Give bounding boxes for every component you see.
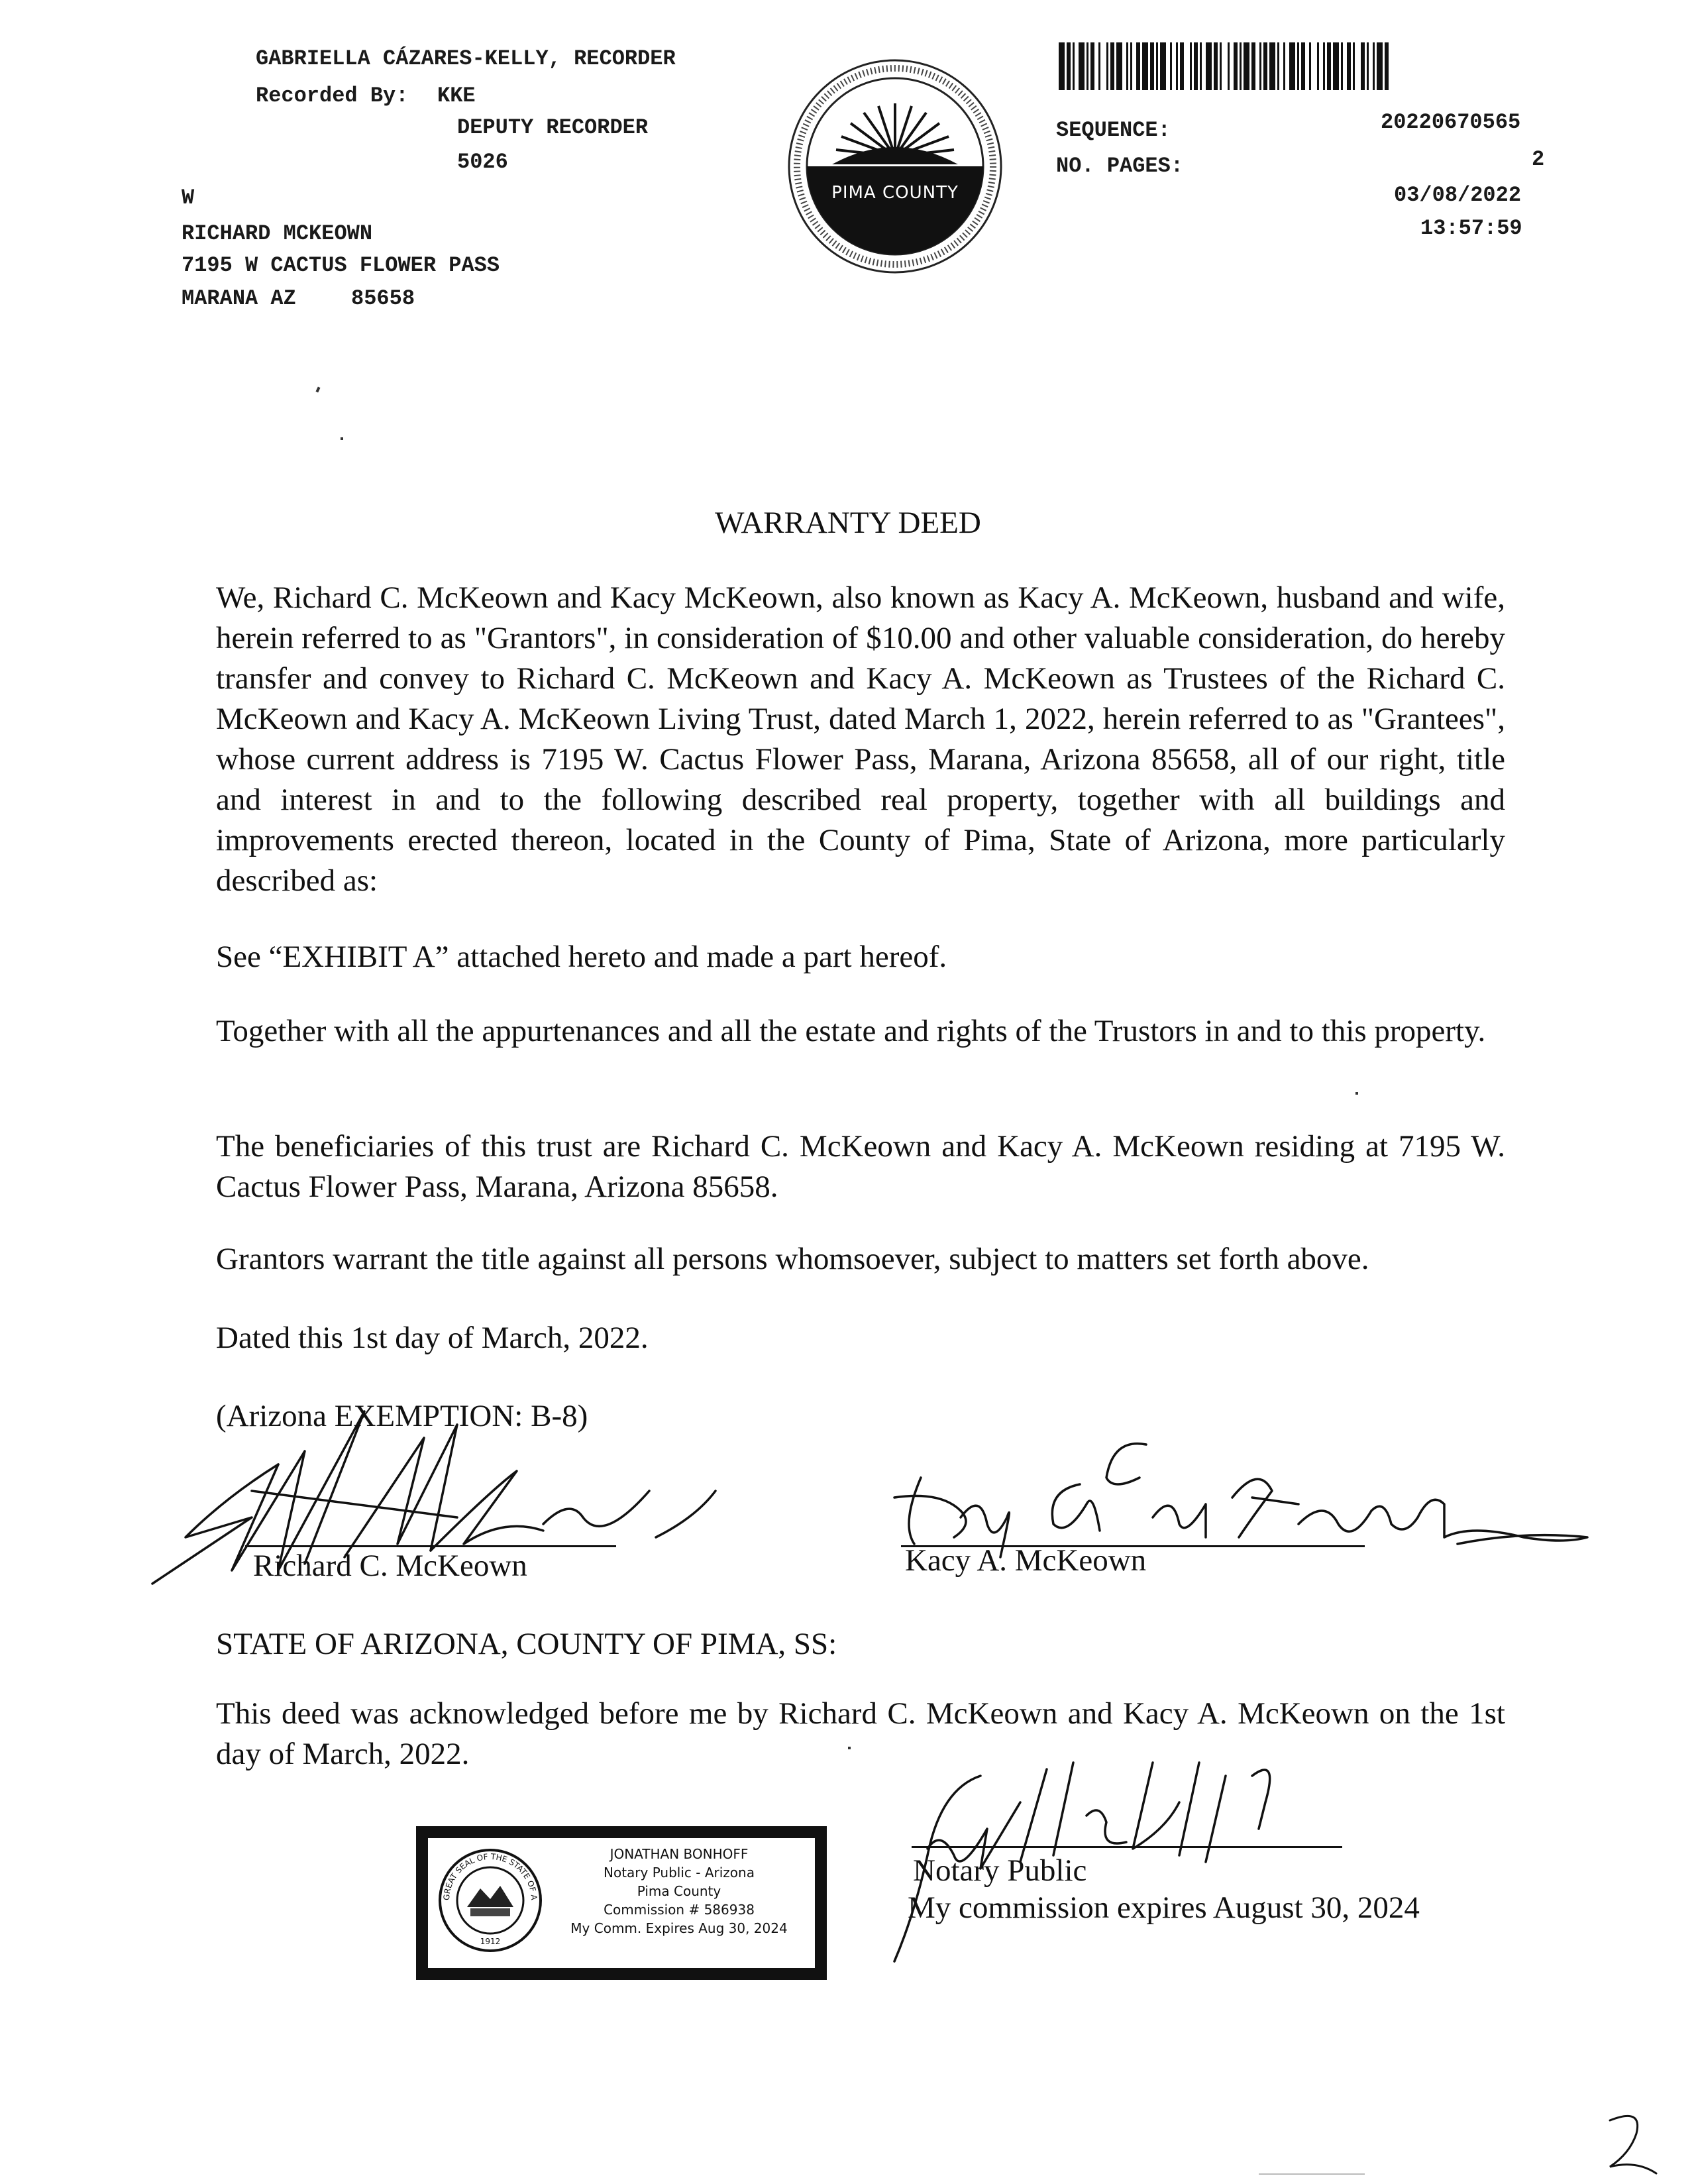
seal-label: PIMA COUNTY <box>831 183 959 203</box>
barcode-bar <box>1106 42 1108 90</box>
stamp-name: JONATHAN BONHOFF <box>610 1846 749 1862</box>
barcode-bar <box>1156 42 1158 90</box>
barcode-bar <box>1289 42 1295 90</box>
barcode-bar <box>1377 42 1383 90</box>
return-street: 7195 W CACTUS FLOWER PASS <box>182 253 500 278</box>
barcode-bar <box>1086 42 1088 90</box>
scan-mark <box>341 437 343 440</box>
deputy-number: 5026 <box>457 150 508 174</box>
notary-stamp-text <box>547 1845 811 1938</box>
barcode-bar <box>1323 42 1325 90</box>
notary-stamp-inner <box>425 1835 818 1971</box>
signature-kacy <box>861 1425 1590 1557</box>
barcode-bar <box>1341 42 1343 90</box>
recorded-by-value: KKE <box>437 83 476 108</box>
acknowledgment-paragraph: This deed was acknowledged before me by Richard C. McKeown and Kacy A. McKeown on the 1st day of March, 2022. <box>216 1696 1505 1771</box>
stamp-line-3: Pima County <box>637 1883 721 1899</box>
scan-mark-bottom <box>1259 2173 1365 2175</box>
barcode-bar <box>1194 42 1198 90</box>
notary-stamp <box>416 1826 827 1980</box>
arizona-seal-graphic <box>434 1840 543 1953</box>
barcode-bar <box>1110 42 1114 90</box>
state-county-line: STATE OF ARIZONA, COUNTY OF PIMA, SS: <box>216 1627 837 1661</box>
seal-year: 1912 <box>480 1937 501 1946</box>
signer-1-name: Richard C. McKeown <box>253 1549 527 1583</box>
recording-time: 13:57:59 <box>1420 216 1522 241</box>
barcode-bar <box>1150 42 1154 90</box>
barcode-bar <box>1269 42 1275 90</box>
barcode-bar <box>1259 42 1261 90</box>
barcode-bar <box>1353 42 1355 90</box>
signer-2-name: Kacy A. McKeown <box>905 1543 1147 1578</box>
deed-paragraph-5: Grantors warrant the title against all persons whomsoever, subject to matters set forth above. <box>216 1242 1369 1276</box>
pages-label: NO. PAGES: <box>1056 154 1184 178</box>
commission-expires: My commission expires August 30, 2024 <box>908 1890 1420 1925</box>
barcode-bar <box>1373 42 1375 90</box>
barcode-bar <box>1385 42 1389 90</box>
pima-county-seal <box>786 57 1004 276</box>
barcode-graphic <box>1059 42 1501 90</box>
return-city-state: MARANA AZ <box>182 286 296 311</box>
scan-mark <box>1355 1092 1358 1095</box>
barcode-bar <box>1214 42 1218 90</box>
barcode-bar <box>1240 42 1242 90</box>
barcode-bar <box>1228 42 1230 90</box>
barcode-bar <box>1309 42 1311 90</box>
barcode-bar <box>1116 42 1122 90</box>
barcode-bar <box>1277 42 1279 90</box>
barcode-bar <box>1220 42 1222 90</box>
barcode-bar <box>1170 42 1172 90</box>
barcode-bar <box>1059 42 1065 90</box>
barcode-bar <box>1067 42 1071 90</box>
barcode-bar <box>1190 42 1192 90</box>
barcode-bar <box>1367 42 1369 90</box>
deed-paragraph-1: We, Richard C. McKeown and Kacy McKeown, also known as Kacy A. McKeown, husband and wife, herein referred to as "Grantors", in consideration of $10.00 and other valuable consideration, do hereby transfer and convey to Richard C. McKeown and Kacy A. McKeown as Trustees of the Richard C. McKeown and Kacy A. McKeown Living Trust, dated March 1, 2022, herein referred to as "Grantees", whose current address is 7195 W. Cactus Flower Pass, Marana, Arizona 85658, all of our right, title and interest in and to the following described real property, together with all buildings and improvements erected thereon, located in the County of Pima, State of Arizona, more particularly described as: <box>216 580 1505 898</box>
deputy-recorder: DEPUTY RECORDER <box>457 115 649 140</box>
barcode-bar <box>1297 42 1299 90</box>
sequence-value: 20220670565 <box>1381 110 1521 135</box>
stamp-line-5: My Comm. Expires Aug 30, 2024 <box>570 1920 788 1936</box>
notary-title: Notary Public <box>913 1853 1087 1888</box>
barcode <box>1059 42 1501 90</box>
dated-line: Dated this 1st day of March, 2022. <box>216 1321 649 1355</box>
seal-ring-text: GREAT SEAL OF THE STATE OF ARIZONA <box>434 1840 539 1901</box>
barcode-bar <box>1301 42 1305 90</box>
recording-date: 03/08/2022 <box>1394 183 1522 207</box>
arizona-state-seal <box>434 1840 543 1953</box>
barcode-bar <box>1347 42 1351 90</box>
deed-paragraph-3: Together with all the appurtenances and all the estate and rights of the Trustors in and to this property. <box>216 1014 1486 1048</box>
barcode-bar <box>1073 42 1075 90</box>
barcode-bar <box>1251 42 1255 90</box>
sequence-label: SEQUENCE: <box>1056 118 1171 142</box>
barcode-bar <box>1090 42 1094 90</box>
barcode-bar <box>1180 42 1184 90</box>
stamp-line-4: Commission # 586938 <box>604 1902 755 1918</box>
barcode-bar <box>1244 42 1249 90</box>
pages-value: 2 <box>1532 147 1545 172</box>
return-zip: 85658 <box>351 286 415 311</box>
deed-title: WARRANTY DEED <box>715 506 981 540</box>
scan-mark <box>315 387 320 393</box>
signature-richard <box>146 1385 782 1584</box>
handwritten-page-mark <box>1603 2107 1663 2180</box>
barcode-bar <box>1098 42 1100 90</box>
barcode-bar <box>1142 42 1148 90</box>
barcode-bar <box>1327 42 1331 90</box>
deed-paragraph-2: See “EXHIBIT A” attached hereto and made a part hereof. <box>216 940 947 974</box>
stamp-line-2: Notary Public - Arizona <box>604 1865 755 1881</box>
deed-paragraph-4: The beneficiaries of this trust are Richard C. McKeown and Kacy A. McKeown residing at 7195 W. Cactus Flower Pass, Marana, Arizona 85658. <box>216 1129 1505 1204</box>
notary-signature-line <box>912 1846 1342 1848</box>
seal-graphic <box>786 57 1004 276</box>
barcode-bar <box>1079 42 1085 90</box>
barcode-bar <box>1176 42 1178 90</box>
return-name: RICHARD MCKEOWN <box>182 221 373 246</box>
barcode-bar <box>1160 42 1166 90</box>
barcode-bar <box>1333 42 1339 90</box>
barcode-bar <box>1263 42 1267 90</box>
barcode-bar <box>1126 42 1128 90</box>
exemption-line: (Arizona EXEMPTION: B-8) <box>216 1399 588 1433</box>
recorder-name: GABRIELLA CÁZARES-KELLY, RECORDER <box>256 46 676 71</box>
barcode-bar <box>1361 42 1365 90</box>
barcode-bar <box>1317 42 1319 90</box>
barcode-bar <box>1200 42 1202 90</box>
barcode-bar <box>1206 42 1212 90</box>
barcode-bar <box>1130 42 1132 90</box>
barcode-bar <box>1136 42 1140 90</box>
recorded-by-label: Recorded By: <box>256 83 409 108</box>
barcode-bar <box>1234 42 1238 90</box>
barcode-bar <box>1283 42 1285 90</box>
return-code: W <box>182 186 195 210</box>
